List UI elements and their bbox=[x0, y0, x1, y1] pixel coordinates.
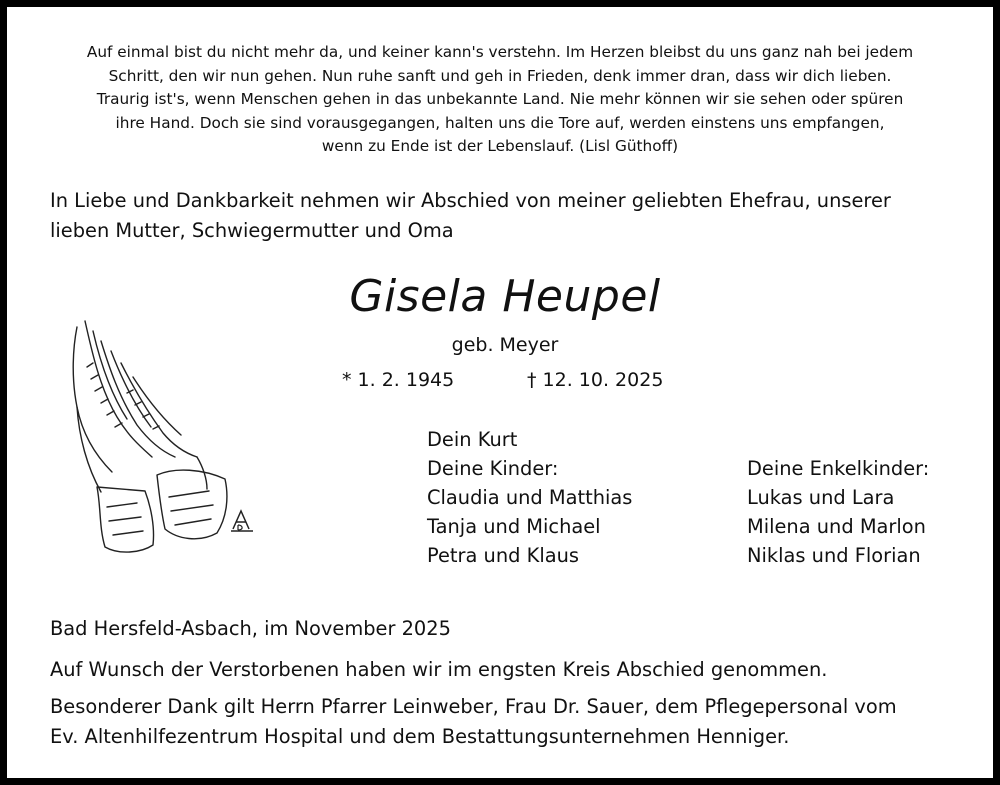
thanks-line: Ev. Altenhilfezentrum Hospital und dem Bestattungsunternehmen Henniger. bbox=[50, 725, 790, 748]
praying-hands-icon bbox=[57, 307, 257, 562]
farewell-note bbox=[50, 655, 827, 685]
intro-text bbox=[50, 186, 960, 246]
mourner-entry bbox=[747, 425, 929, 454]
death-date: † 12. 10. 2025 bbox=[527, 369, 664, 391]
mourner-entry: Deine Kinder: bbox=[427, 457, 559, 480]
mourner-entry: Deine Enkelkinder: bbox=[747, 457, 930, 480]
thanks-text bbox=[50, 692, 897, 752]
mourner-entry: Lukas und Lara bbox=[747, 486, 895, 509]
thanks-line: Besonderer Dank gilt Herrn Pfarrer Leinweber, Frau Dr. Sauer, dem Pflegepersonal vom bbox=[50, 695, 897, 718]
birth-date: * 1. 2. 1945 bbox=[342, 369, 455, 391]
maiden-name: geb. Meyer bbox=[451, 334, 559, 356]
poem-line: wenn zu Ende ist der Lebenslauf. (Lisl Güthoff) bbox=[321, 137, 679, 156]
farewell-note-text: Auf Wunsch der Verstorbenen haben wir im engsten Kreis Abschied genommen. bbox=[50, 658, 828, 681]
place-date-text: Bad Hersfeld-Asbach, im November 2025 bbox=[50, 617, 451, 640]
mourner-entry: Niklas und Florian bbox=[747, 544, 921, 567]
place-date bbox=[50, 614, 451, 644]
deceased-name: Gisela Heupel bbox=[349, 271, 661, 322]
poem-line: Traurig ist's, wenn Menschen gehen in das unbekannte Land. Nie mehr können wir sie sehen oder spüren bbox=[96, 90, 904, 109]
intro-line: In Liebe und Dankbarkeit nehmen wir Abschied von meiner geliebten Ehefrau, unserer bbox=[50, 189, 891, 212]
poem-line: ihre Hand. Doch sie sind vorausgegangen, halten uns die Tore auf, werden einstens uns empfangen, bbox=[115, 113, 885, 132]
family-right-column bbox=[747, 425, 929, 570]
poem bbox=[47, 41, 953, 159]
poem-line: Schritt, den wir nun gehen. Nun ruhe sanft und geh in Frieden, denk immer dran, dass wir dich lieben. bbox=[108, 66, 892, 85]
mourner-entry: Tanja und Michael bbox=[427, 515, 601, 538]
mourner-entry: Milena und Marlon bbox=[747, 515, 926, 538]
mourner-entry: Claudia und Matthias bbox=[427, 486, 633, 509]
poem-line: Auf einmal bist du nicht mehr da, und keiner kann's verstehn. Im Herzen bleibst du uns ganz nah bei jedem bbox=[86, 43, 914, 61]
intro-line: lieben Mutter, Schwiegermutter und Oma bbox=[50, 219, 454, 242]
obituary-card bbox=[7, 7, 993, 778]
family-left-column bbox=[427, 425, 632, 570]
mourner-entry: Dein Kurt bbox=[427, 428, 518, 451]
artist-monogram-icon bbox=[231, 511, 253, 531]
mourner-entry: Petra und Klaus bbox=[427, 544, 579, 567]
